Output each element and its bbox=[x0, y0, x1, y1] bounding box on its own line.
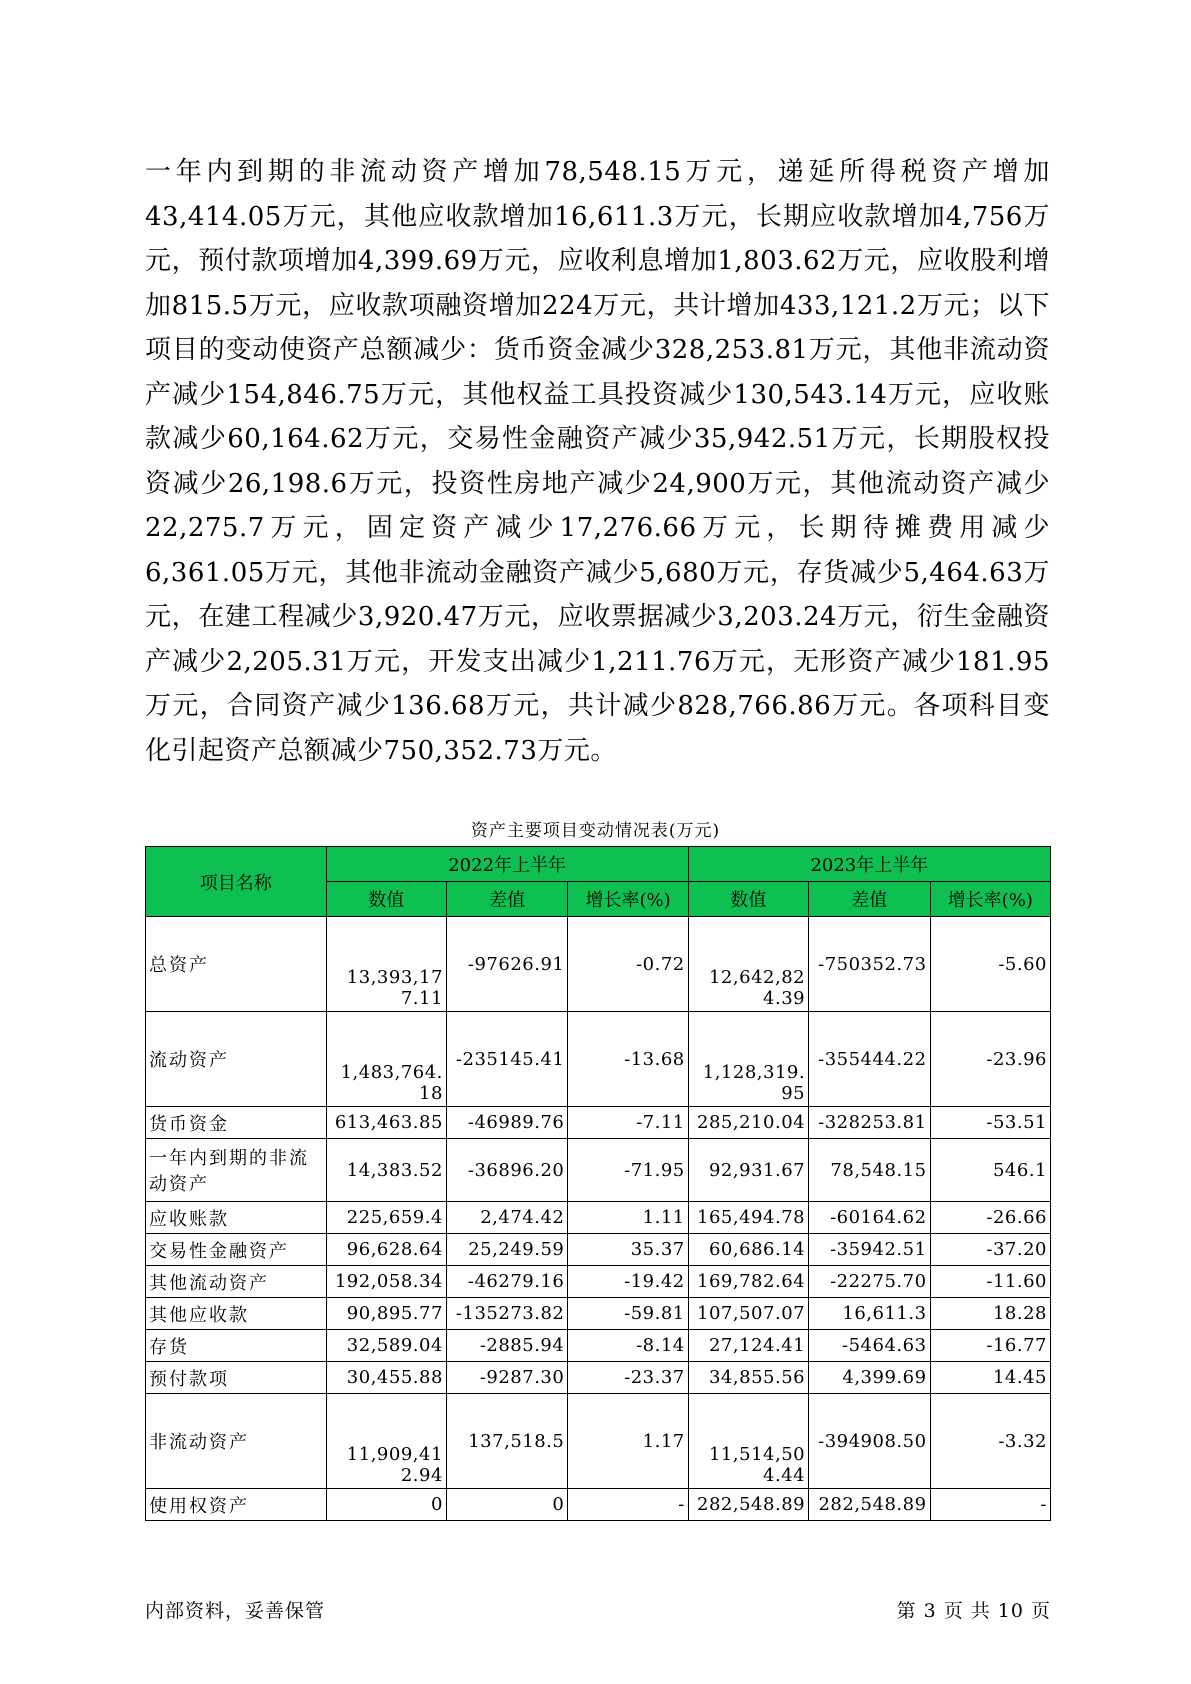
rate-2023: -11.60 bbox=[930, 1266, 1050, 1298]
rate-2022: -59.81 bbox=[568, 1298, 688, 1330]
diff-2022: -36896.20 bbox=[446, 1139, 567, 1202]
rate-2023: -3.32 bbox=[930, 1394, 1050, 1489]
row-label: 货币资金 bbox=[146, 1107, 327, 1139]
rate-2023: -53.51 bbox=[930, 1107, 1050, 1139]
row-label: 应收账款 bbox=[146, 1202, 327, 1234]
diff-2022: 2,474.42 bbox=[446, 1202, 567, 1234]
table-row bbox=[146, 917, 1051, 1012]
table-row bbox=[146, 1330, 1051, 1362]
value-2023: 92,931.67 bbox=[688, 1139, 808, 1202]
diff-2023: 78,548.15 bbox=[809, 1139, 930, 1202]
rate-2023: 18.28 bbox=[930, 1298, 1050, 1330]
table-row bbox=[146, 1234, 1051, 1266]
diff-2022: 25,249.59 bbox=[446, 1234, 567, 1266]
value-2022: 0 bbox=[326, 1489, 446, 1521]
header-value-2022: 数值 bbox=[326, 882, 446, 917]
value-2022: 90,895.77 bbox=[326, 1298, 446, 1330]
value-2023: 1,128,319.95 bbox=[688, 1012, 808, 1107]
body-paragraph: 一年内到期的非流动资产增加78,548.15万元，递延所得税资产增加43,414.05万元，其他应收款增加16,611.3万元，长期应收款增加4,756万元，预付款项增加4,399.69万元，应收利息增加1,803.62万元，应收股利增加815.5万元，应收款项融资增加224万元，共计增加433,121.2万元；以下项目的变动使资产总额减少：货币资金减少328,253.81万元，其他非流动资产减少154,846.75万元，其他权益工具投资减少130,543.14万元，应收账款减少60,164.62万元，交易性金融资产减少35,942.51万元，长期股权投资减少26,198.6万元，投资性房地产减少24,900万元，其他流动资产减少22,275.7万元，固定资产减少17,276.66万元，长期待摊费用减少6,361.05万元，其他非流动金融资产减少5,680万元，存货减少5,464.63万元，在建工程减少3,920.47万元，应收票据减少3,203.24万元，衍生金融资产减少2,205.31万元，开发支出减少1,211.76万元，无形资产减少181.95万元，合同资产减少136.68万元，共计减少828,766.86万元。各项科目变化引起资产总额减少750,352.73万元。 bbox=[145, 157, 1050, 766]
table-row bbox=[146, 1266, 1051, 1298]
rate-2022: -7.11 bbox=[568, 1107, 688, 1139]
value-2022: 96,628.64 bbox=[326, 1234, 446, 1266]
row-label: 存货 bbox=[146, 1330, 327, 1362]
diff-2023: 4,399.69 bbox=[809, 1362, 930, 1394]
header-item-name: 项目名称 bbox=[146, 847, 327, 917]
row-label: 预付款项 bbox=[146, 1362, 327, 1394]
header-diff-2022: 差值 bbox=[446, 882, 567, 917]
row-label: 流动资产 bbox=[146, 1012, 327, 1107]
rate-2022: -8.14 bbox=[568, 1330, 688, 1362]
value-2023: 282,548.89 bbox=[688, 1489, 808, 1521]
diff-2023: -22275.70 bbox=[809, 1266, 930, 1298]
rate-2022: -19.42 bbox=[568, 1266, 688, 1298]
table-title: 资产主要项目变动情况表(万元) bbox=[470, 821, 721, 841]
row-label: 总资产 bbox=[146, 917, 327, 1012]
rate-2022: -13.68 bbox=[568, 1012, 688, 1107]
table-row bbox=[146, 1394, 1051, 1489]
table-row bbox=[146, 1107, 1051, 1139]
value-2022: 32,589.04 bbox=[326, 1330, 446, 1362]
header-period-2023: 2023年上半年 bbox=[688, 847, 1050, 882]
rate-2022: -23.37 bbox=[568, 1362, 688, 1394]
diff-2022: -135273.82 bbox=[446, 1298, 567, 1330]
header-row-periods bbox=[146, 847, 1051, 882]
rate-2023: - bbox=[930, 1489, 1050, 1521]
value-2022: 11,909,412.94 bbox=[326, 1394, 446, 1489]
footer-confidential-note: 内部资料，妥善保管 bbox=[145, 1600, 326, 1622]
rate-2023: -5.60 bbox=[930, 917, 1050, 1012]
asset-change-table bbox=[145, 846, 1051, 1521]
diff-2022: 137,518.5 bbox=[446, 1394, 567, 1489]
row-label: 交易性金融资产 bbox=[146, 1234, 327, 1266]
rate-2023: -16.77 bbox=[930, 1330, 1050, 1362]
value-2022: 225,659.4 bbox=[326, 1202, 446, 1234]
value-2022: 14,383.52 bbox=[326, 1139, 446, 1202]
diff-2022: 0 bbox=[446, 1489, 567, 1521]
diff-2022: -46989.76 bbox=[446, 1107, 567, 1139]
diff-2023: 16,611.3 bbox=[809, 1298, 930, 1330]
header-period-2022: 2022年上半年 bbox=[326, 847, 688, 882]
row-label: 其他应收款 bbox=[146, 1298, 327, 1330]
rate-2023: 546.1 bbox=[930, 1139, 1050, 1202]
diff-2022: -9287.30 bbox=[446, 1362, 567, 1394]
diff-2022: -2885.94 bbox=[446, 1330, 567, 1362]
rate-2022: 1.17 bbox=[568, 1394, 688, 1489]
diff-2023: -394908.50 bbox=[809, 1394, 930, 1489]
header-value-2023: 数值 bbox=[688, 882, 808, 917]
value-2022: 613,463.85 bbox=[326, 1107, 446, 1139]
table-row bbox=[146, 1202, 1051, 1234]
rate-2022: - bbox=[568, 1489, 688, 1521]
footer-page-number: 第 3 页 共 10 页 bbox=[896, 1600, 1051, 1622]
value-2023: 34,855.56 bbox=[688, 1362, 808, 1394]
value-2022: 30,455.88 bbox=[326, 1362, 446, 1394]
rate-2022: -71.95 bbox=[568, 1139, 688, 1202]
table-row bbox=[146, 1362, 1051, 1394]
rate-2023: -26.66 bbox=[930, 1202, 1050, 1234]
value-2023: 165,494.78 bbox=[688, 1202, 808, 1234]
diff-2023: 282,548.89 bbox=[809, 1489, 930, 1521]
value-2022: 192,058.34 bbox=[326, 1266, 446, 1298]
row-label: 使用权资产 bbox=[146, 1489, 327, 1521]
rate-2023: -23.96 bbox=[930, 1012, 1050, 1107]
diff-2023: -328253.81 bbox=[809, 1107, 930, 1139]
row-label: 一年内到期的非流动资产 bbox=[146, 1139, 327, 1202]
table-row bbox=[146, 1012, 1051, 1107]
table-row bbox=[146, 1139, 1051, 1202]
value-2023: 11,514,504.44 bbox=[688, 1394, 808, 1489]
diff-2022: -97626.91 bbox=[446, 917, 567, 1012]
rate-2023: -37.20 bbox=[930, 1234, 1050, 1266]
value-2023: 107,507.07 bbox=[688, 1298, 808, 1330]
rate-2022: 35.37 bbox=[568, 1234, 688, 1266]
row-label: 非流动资产 bbox=[146, 1394, 327, 1489]
diff-2023: -35942.51 bbox=[809, 1234, 930, 1266]
diff-2023: -5464.63 bbox=[809, 1330, 930, 1362]
row-label: 其他流动资产 bbox=[146, 1266, 327, 1298]
header-diff-2023: 差值 bbox=[809, 882, 930, 917]
header-rate-2023: 增长率(%) bbox=[930, 882, 1050, 917]
diff-2023: -60164.62 bbox=[809, 1202, 930, 1234]
value-2022: 1,483,764.18 bbox=[326, 1012, 446, 1107]
diff-2023: -355444.22 bbox=[809, 1012, 930, 1107]
rate-2022: -0.72 bbox=[568, 917, 688, 1012]
value-2022: 13,393,177.11 bbox=[326, 917, 446, 1012]
value-2023: 27,124.41 bbox=[688, 1330, 808, 1362]
rate-2023: 14.45 bbox=[930, 1362, 1050, 1394]
table-row bbox=[146, 1489, 1051, 1521]
header-rate-2022: 增长率(%) bbox=[568, 882, 688, 917]
diff-2022: -46279.16 bbox=[446, 1266, 567, 1298]
diff-2023: -750352.73 bbox=[809, 917, 930, 1012]
value-2023: 12,642,824.39 bbox=[688, 917, 808, 1012]
value-2023: 169,782.64 bbox=[688, 1266, 808, 1298]
table-row bbox=[146, 1298, 1051, 1330]
value-2023: 60,686.14 bbox=[688, 1234, 808, 1266]
value-2023: 285,210.04 bbox=[688, 1107, 808, 1139]
rate-2022: 1.11 bbox=[568, 1202, 688, 1234]
diff-2022: -235145.41 bbox=[446, 1012, 567, 1107]
